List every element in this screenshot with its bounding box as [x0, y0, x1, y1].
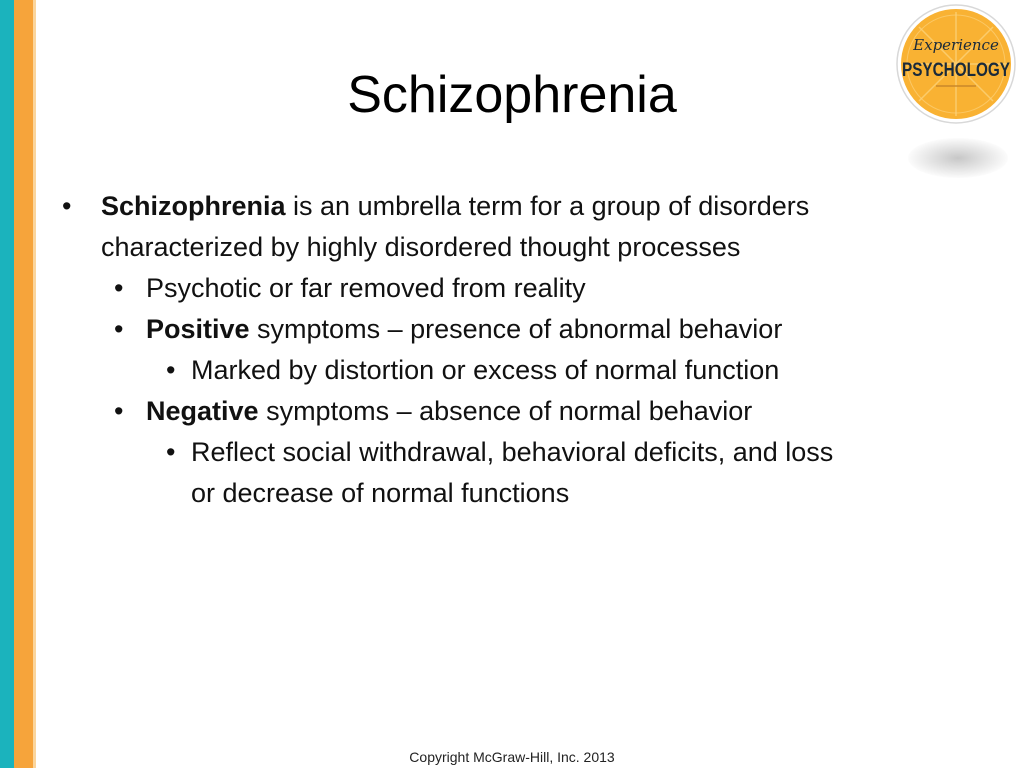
copyright-footer: Copyright McGraw-Hill, Inc. 2013	[409, 749, 615, 765]
slide-title: Schizophrenia	[347, 66, 677, 124]
bullet-item: Psychotic or far removed from reality	[146, 273, 586, 303]
bullet-item-continuation: characterized by highly disordered thought processes	[101, 232, 741, 262]
logo-main-text: PSYCHOLOGY	[902, 60, 1011, 81]
bullet-dot: •	[166, 355, 176, 385]
bullet-dot: •	[114, 273, 124, 303]
bullet-item: Positive symptoms – presence of abnormal behavior	[146, 314, 783, 344]
logo-shadow	[908, 138, 1008, 178]
bullet-dot: •	[62, 191, 72, 221]
bullet-item: Negative symptoms – absence of normal behavior	[146, 396, 753, 426]
experience-psychology-logo	[896, 4, 1016, 124]
bullet-dot: •	[114, 314, 124, 344]
bullet-dot: •	[114, 396, 124, 426]
logo-script-text: Experience	[913, 36, 999, 54]
bullet-item-continuation: or decrease of normal functions	[191, 478, 570, 508]
bullet-dot: •	[166, 437, 176, 467]
bullet-item: Marked by distortion or excess of normal function	[191, 355, 780, 385]
bullet-item: Reflect social withdrawal, behavioral deficits, and loss	[191, 437, 834, 467]
bullet-item: Schizophrenia is an umbrella term for a group of disorders	[101, 191, 810, 221]
